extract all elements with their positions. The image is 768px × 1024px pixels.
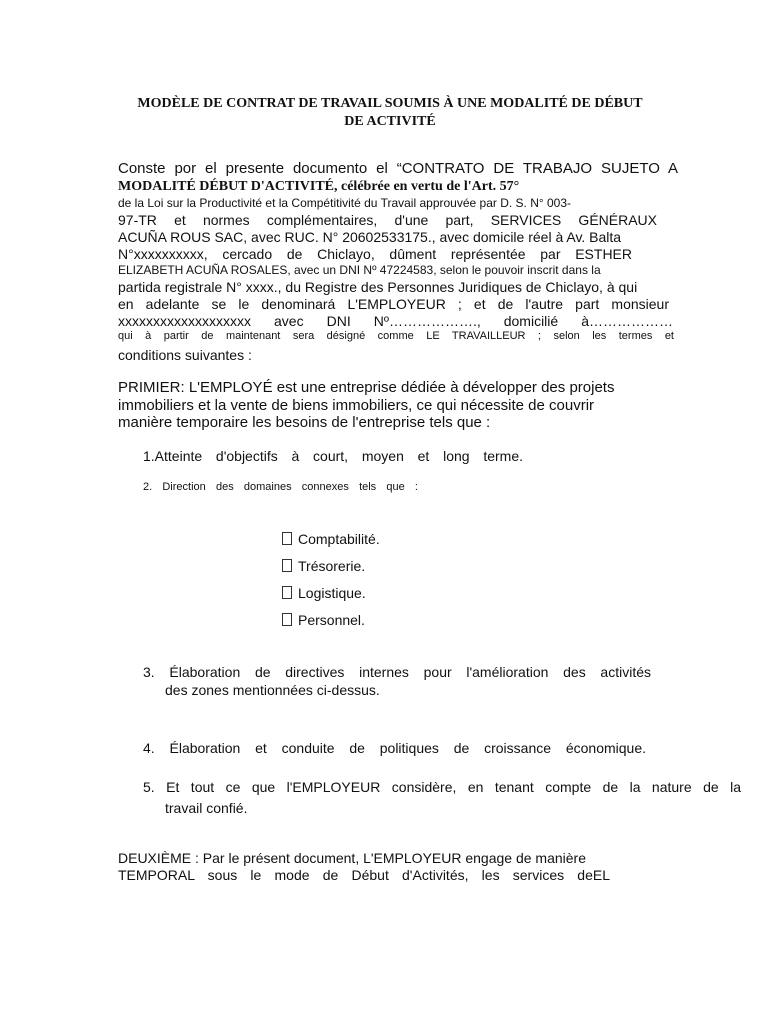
deuxieme-line-2: TEMPORAL sous le mode de Début d'Activités, les services deEL — [118, 867, 610, 883]
deuxieme-line-1: DEUXIÈME : Par le présent document, L'EMPLOYEUR engage de manière — [118, 850, 587, 866]
title-line-2: DE ACTIVITÉ — [344, 114, 436, 129]
intro-line-1: Conste por el presente documento el “CONTRATO DE TRABAJO SUJETO A — [118, 160, 678, 177]
list-item-3-line-2: des zones mentionnées ci-dessus. — [165, 682, 380, 698]
document-title — [110, 95, 670, 131]
sublist-item — [282, 612, 365, 628]
sublist-item — [282, 558, 365, 574]
title-line-1: MODÈLE DE CONTRAT DE TRAVAIL SOUMIS À UNE MODALITÉ DE DÉBUT — [137, 96, 643, 111]
sublist-item-label: Logistique. — [298, 585, 366, 601]
premier-line-1: PRIMIER: L'EMPLOYÉ est une entreprise dédiée à développer des projets — [118, 379, 615, 396]
checkbox-icon — [282, 613, 292, 626]
intro-line-11: qui à partir de maintenant sera désigné comme LE TRAVAILLEUR ; selon les termes et — [118, 330, 674, 342]
intro-line-12: conditions suivantes : — [118, 347, 252, 363]
list-item-1: 1.Atteinte d'objectifs à court, moyen et long terme. — [143, 448, 523, 464]
sublist-item-label: Trésorerie. — [298, 558, 366, 574]
list-item-4: 4. Élaboration et conduite de politiques de croissance économique. — [143, 740, 646, 756]
intro-line-2: MODALITÉ DÉBUT D'ACTIVITÉ, célébrée en vertu de l'Art. 57° — [118, 179, 520, 194]
intro-line-5: ACUÑA ROUS SAC, avec RUC. N° 20602533175., avec domicile réel à Av. Balta — [118, 229, 622, 245]
intro-line-6: N°xxxxxxxxxx, cercado de Chiclayo, dûment représentée par ESTHER — [118, 246, 632, 262]
list-item-2: 2. Direction des domaines connexes tels que : — [143, 481, 418, 493]
sublist-item-label: Personnel. — [298, 612, 365, 628]
premier-line-2: immobiliers et la vente de biens immobiliers, ce qui nécessite de couvrir — [118, 397, 595, 414]
list-item-3-line-1: 3. Élaboration de directives internes pour l'amélioration des activités — [143, 664, 651, 680]
checkbox-icon — [282, 532, 292, 545]
sublist-item — [282, 531, 380, 547]
intro-line-9: en adelante se le denominará L'EMPLOYEUR ; et de l'autre part monsieur — [118, 296, 669, 312]
checkbox-icon — [282, 559, 292, 572]
list-item-5-line-2: travail confié. — [165, 800, 248, 816]
list-item-5-line-1: 5. Et tout ce que l'EMPLOYEUR considère, en tenant compte de la nature de la — [143, 779, 741, 795]
intro-line-10: xxxxxxxxxxxxxxxxxxx avec DNI Nº………………., domicilié à……………… — [118, 313, 673, 329]
intro-line-7: ELIZABETH ACUÑA ROSALES, avec un DNI Nº 47224583, selon le pouvoir inscrit dans la — [118, 263, 601, 277]
sublist-item — [282, 585, 366, 601]
intro-line-3: de la Loi sur la Productivité et la Compétitivité du Travail approuvée par D. S. N° 003- — [118, 196, 572, 210]
intro-line-8: partida registrale N° xxxx., du Registre des Personnes Juridiques de Chiclayo, à qui — [118, 279, 638, 295]
intro-line-4: 97-TR et normes complémentaires, d'une part, SERVICES GÉNÉRAUX — [118, 212, 657, 228]
sublist-item-label: Comptabilité. — [298, 531, 380, 547]
premier-line-3: manière temporaire les besoins de l'entreprise tels que : — [118, 414, 491, 431]
checkbox-icon — [282, 586, 292, 599]
